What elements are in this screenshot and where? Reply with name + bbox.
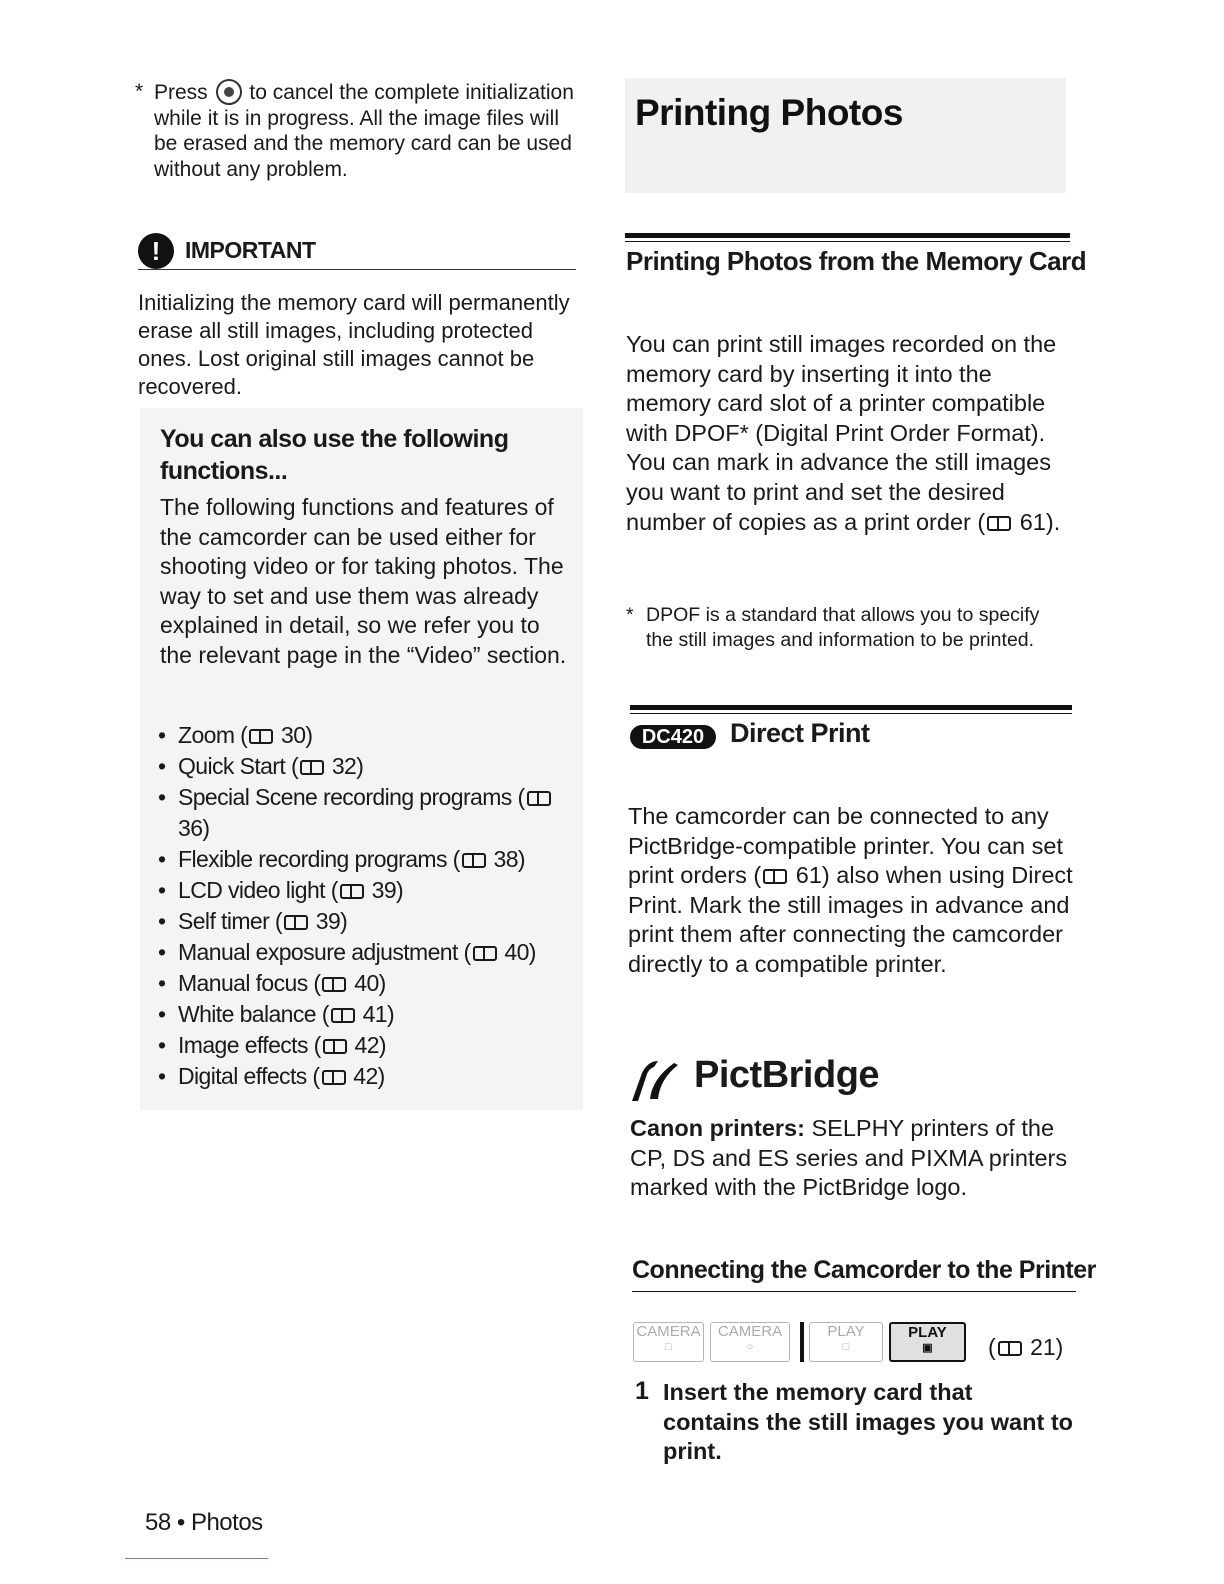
important-label: IMPORTANT [185,237,316,263]
book-icon [322,1070,346,1085]
section-rule [630,713,1072,714]
memory-card-text: You can print still images recorded on the memory card by inserting it into the memory card slot of a printer compatible with DPOF* (Digital Print Order Format). You can mark in advance the still images you want to print and set the desired number of copies as a print order ( 61). [626,331,1061,535]
page-title: Printing Photos [635,92,903,133]
list-item: • Digital effects ( 42) [158,1061,578,1092]
book-icon [331,1008,355,1023]
list-item: • Zoom ( 30) [158,720,578,751]
mode-separator [800,1322,804,1362]
step-number: 1 [635,1377,649,1405]
book-icon [473,946,497,961]
book-icon [323,1039,347,1054]
footnote-marker: * [135,80,144,103]
important-text: Initializing the memory card will permanently erase all still images, including protected ones. Lost original still images cannot be recovered. [138,290,570,399]
cancel-note [135,79,575,182]
connecting-heading: Connecting the Camcorder to the Printer [632,1256,1096,1284]
book-icon [284,915,308,930]
list-item: • Image effects ( 42) [158,1030,578,1061]
list-item: • Manual exposure adjustment ( 40) [158,937,578,968]
direct-print-text: The camcorder can be connected to any PictBridge-compatible printer. You can set print orders ( 61) also when using Direct Print. Mark the still images in advance and print them after connecting the camcorder directly to a compatible printer. [628,803,1073,977]
book-icon [462,853,486,868]
list-item: • Self timer ( 39) [158,906,578,937]
section-rule [632,1291,1076,1292]
book-icon [249,729,273,744]
important-icon: ! [138,233,174,269]
footnote-marker: * [626,604,634,626]
dpof-note [626,603,1071,652]
section-rule [625,241,1070,242]
list-item: • Special Scene recording programs ( 36) [158,782,578,844]
canon-printers-text: Canon printers: SELPHY printers of the CP, DS and ES series and PIXMA printers marked with the PictBridge logo. [630,1115,1068,1201]
list-item: • Quick Start ( 32) [158,751,578,782]
mode-play-photo-icon: PLAY ▣ [889,1322,966,1362]
book-icon [322,977,346,992]
mode-camera-photo-icon: CAMERA ○ [710,1322,790,1362]
footer-section: Photos [190,1509,263,1536]
pictbridge-title: PictBridge [694,1054,880,1096]
footer-rule [125,1558,268,1559]
book-icon [998,1341,1022,1356]
also-use-title: You can also use the following functions... [160,425,509,485]
direct-print-heading: Direct Print [730,718,870,748]
memory-card-heading: Printing Photos from the Memory Card [626,246,1087,276]
book-icon [527,791,551,806]
section-rule [625,233,1070,238]
mode-page-ref: ( 21) [988,1334,1064,1360]
model-badge: DC420 [630,725,716,749]
list-item: • LCD video light ( 39) [158,875,578,906]
mode-camera-video-icon: CAMERA □ [633,1322,704,1362]
book-icon [340,884,364,899]
step-text: Insert the memory card that contains the still images you want to print. [663,1379,1074,1465]
page-footer [145,1509,263,1537]
list-item: • White balance ( 41) [158,999,578,1030]
page-number: 58 [145,1509,171,1536]
list-item: • Manual focus ( 40) [158,968,578,999]
canon-printers-label: Canon printers: [630,1115,805,1141]
book-icon [987,516,1011,531]
title-band [625,78,1066,193]
section-rule [630,705,1072,710]
function-list [158,720,578,1092]
mode-play-video-icon: PLAY □ [809,1322,883,1362]
footer-separator: • [176,1509,185,1536]
pictbridge-logo-icon [628,1055,688,1105]
cancel-note-text: to cancel the complete initialization while it is in progress. All the image files will be erased and the memory card can be used without any problem. [154,81,574,181]
also-use-text: The following functions and features of the camcorder can be used either for shooting video or for taking photos. The way to set and use them was already explained in detail, so we refer you to the relevant page in the “Video” section. [160,494,567,668]
also-use-box [140,408,583,1110]
important-heading [138,233,576,270]
list-item: • Flexible recording programs ( 38) [158,844,578,875]
func-set-icon [216,79,242,105]
book-icon [763,869,787,884]
cancel-note-lead: Press [154,81,208,104]
book-icon [300,760,324,775]
dpof-note-text: DPOF is a standard that allows you to specify the still images and information to be printed. [646,604,1040,651]
